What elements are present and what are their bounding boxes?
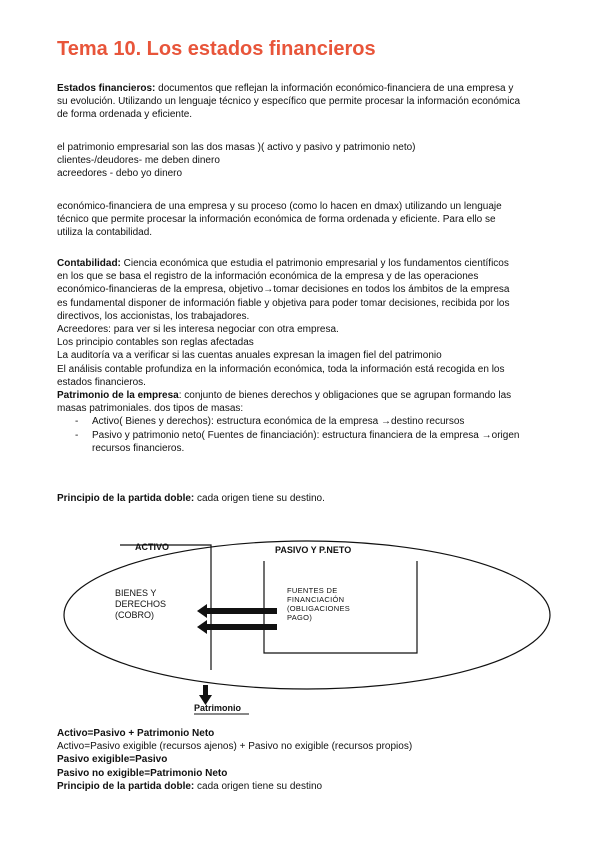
fuentes-financiacion-label: FUENTES DE FINANCIACIÓN (OBLIGACIONES PAGO) [287,586,351,622]
arrow-patrimonio [199,685,212,705]
paragraph-ecuaciones: Activo=Pasivo + Patrimonio Neto Activo=Pasivo exigible (recursos ajenos) + Pasivo no exigible (recursos propios) Pasivo exigible=Pasivo Pasivo no exigible=Patrimonio Neto Principio de la partida doble: cada origen tiene su destino [57,727,567,793]
arrow-fuentes [197,620,277,634]
activo-label: ACTIVO [135,542,170,552]
equation-activo: Activo=Pasivo + Patrimonio Neto [57,728,215,739]
term-contabilidad: Contabilidad: [57,258,121,269]
equation-pasivo-no-exigible: Pasivo no exigible=Patrimonio Neto [57,767,228,779]
paragraph-informacion: económico-financiera de una empresa y su proceso (como lo hacen en dmax) utilizando un lenguaje técnico que permite procesar la información económica de forma ordenada y eficiente. Para ello se utiliza la contabilidad. [57,201,502,239]
pasivo-label: PASIVO Y P.NETO [275,545,352,555]
paragraph-contabilidad: Contabilidad: Ciencia económica que estudia el patrimonio empresarial y los fundamentos científicos en los que se basa el registro de la información económica de la empresa y de las operaciones económico-financieras de la empresa, objetivo→tomar decisiones en todos los ámbitos de la empresa es fundamental disponer de información fiable y objetiva para poder tomar decisiones, recibida por los directivos, los accionistas, los trabajadores. Acreedores: para ver si les interesa negociar con otra empresa. Los principio contables son reglas afectadas La auditoría va a verificar si las cuentas anuales expresan la imagen fiel del patrimonio El análisis contable profundiza en la información económica, toda la información está recogida en los estados financieros. Patrimonio de la empresa: conjunto de bienes derechos y obligaciones que se agrupan formando las masas patrimoniales. dos tipos de masas: - Activo( Bienes y derechos): estructura económica de la empresa →destino recursos - Pasivo y patrimonio neto( Fuentes de financiación): estructura financiera de la empresa →origen recursos financieros. [57,257,567,455]
term-estados-financieros: Estados financieros: [57,83,156,94]
paragraph-estados-financieros: Estados financieros: documentos que reflejan la información económico-financiera de una empresa y su evolución. Utilizando un lenguaje técnico y específico que permite procesar la información económica de forma ordenada y eficiente. [57,83,521,121]
bienes-derechos-label: BIENES Y DERECHOS (COBRO) [115,588,167,620]
equation-pasivo-exigible: Pasivo exigible=Pasivo [57,754,168,766]
term-partida-doble: Principio de la partida doble: [57,493,195,504]
partida-doble-diagram [57,525,567,725]
list-item-pasivo: - Pasivo y patrimonio neto( Fuentes de financiación): estructura financiera de la empresa →origen recursos financieros. [75,429,520,454]
page-title: Tema 10. Los estados financieros [57,38,376,60]
arrow-bienes [197,604,277,618]
paragraph-partida-doble: Principio de la partida doble: cada origen tiene su destino. [57,493,325,504]
masas-list [57,415,567,455]
patrimonio-label: Patrimonio [194,703,242,713]
term-patrimonio-empresa: Patrimonio de la empresa [57,390,179,402]
list-item-activo: - Activo( Bienes y derechos): estructura económica de la empresa →destino recursos [75,416,465,428]
paragraph-patrimonio-notes: el patrimonio empresarial son las dos masas )( activo y pasivo y patrimonio neto) clientes-/deudores- me deben dinero acreedores - debo yo dinero [57,142,416,180]
equation-activo-detalle: Activo=Pasivo exigible (recursos ajenos) + Pasivo no exigible (recursos propios) [57,741,413,753]
term-partida-doble-2: Principio de la partida doble: [57,780,195,792]
